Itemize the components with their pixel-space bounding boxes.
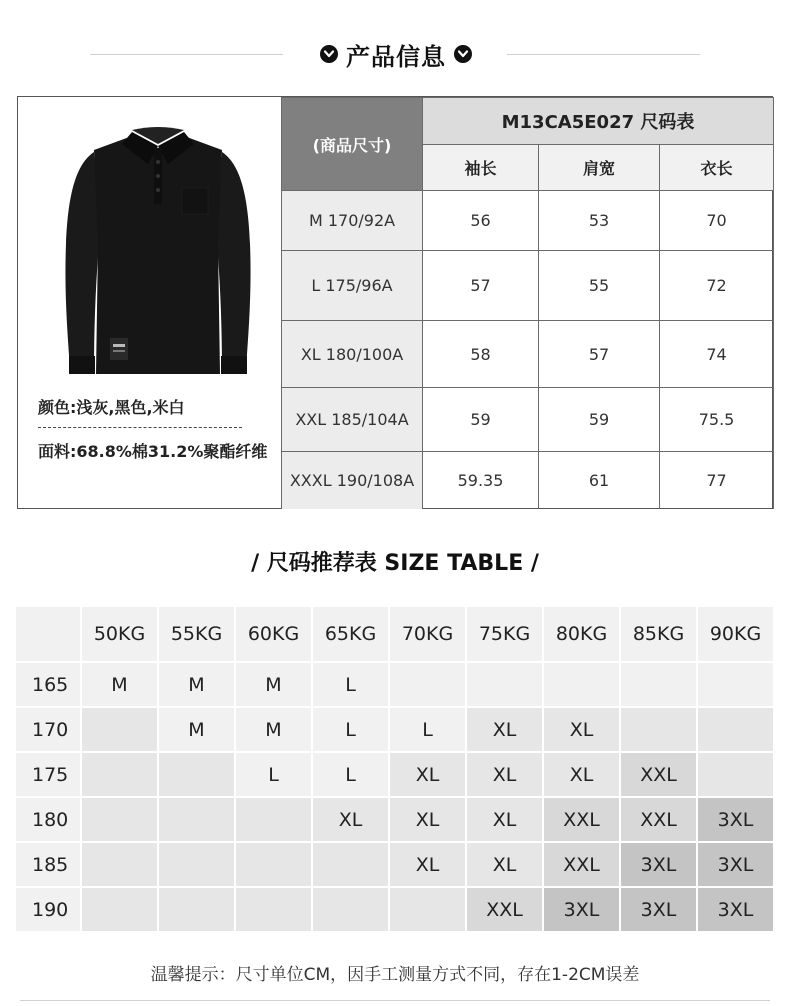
weight-column-header: 55KG: [159, 607, 236, 663]
size-recommendation-cell: [82, 798, 159, 843]
section-title-text: 产品信息: [346, 42, 446, 71]
chevron-down-circle-icon: [320, 45, 338, 63]
size-recommendation-cell: L: [313, 708, 390, 753]
size-recommendation-cell: [159, 843, 236, 888]
bottom-divider: [20, 1000, 770, 1001]
size-recommendation-cell: XXL: [621, 798, 698, 843]
size-recommendation-cell: 3XL: [621, 843, 698, 888]
weight-column-header: 70KG: [390, 607, 467, 663]
size-recommendation-cell: XL: [467, 798, 544, 843]
size-recommendation-cell: L: [390, 708, 467, 753]
weight-column-header: 50KG: [82, 607, 159, 663]
size-recommendation-cell: [698, 708, 775, 753]
size-chart-column-header: 肩宽: [539, 145, 660, 191]
size-recommendation-cell: XXL: [467, 888, 544, 933]
size-recommendation-cell: XL: [390, 753, 467, 798]
size-chart-row-label: XXXL 190/108A: [282, 452, 423, 509]
size-recommendation-cell: 3XL: [698, 798, 775, 843]
header-divider-right: [507, 54, 700, 55]
size-chart-cell: 59: [423, 388, 539, 452]
size-chart-cell: 55: [539, 251, 660, 321]
size-recommendation-cell: XXL: [544, 798, 621, 843]
size-recommendation-cell: M: [236, 663, 313, 708]
size-recommendation-cell: [82, 708, 159, 753]
size-recommendation-cell: M: [159, 708, 236, 753]
size-recommendation-cell: [621, 708, 698, 753]
size-chart-cell: 59.35: [423, 452, 539, 509]
section-title-product-info: [309, 36, 483, 72]
size-chart-cell: 56: [423, 191, 539, 251]
size-recommendation-cell: [82, 843, 159, 888]
size-recommendation-cell: XL: [390, 798, 467, 843]
weight-column-header: 65KG: [313, 607, 390, 663]
size-chart-corner-label: (商品尺寸): [282, 98, 423, 191]
size-recommendation-cell: [390, 663, 467, 708]
size-chart-column-header: 衣长: [660, 145, 774, 191]
size-chart-row-label: M 170/92A: [282, 191, 423, 251]
section-title-size-recommendation: / 尺码推荐表 SIZE TABLE /: [251, 551, 539, 576]
height-row-header: 185: [16, 843, 82, 888]
weight-column-header: 75KG: [467, 607, 544, 663]
size-chart-cell: 72: [660, 251, 774, 321]
size-recommendation-cell: 3XL: [698, 843, 775, 888]
grid-corner-cell: [16, 607, 82, 663]
size-chart-row-label: XL 180/100A: [282, 321, 423, 388]
height-row-header: 170: [16, 708, 82, 753]
height-row-header: 180: [16, 798, 82, 843]
size-recommendation-cell: L: [313, 753, 390, 798]
attribute-divider: [38, 427, 242, 428]
product-image-polo-shirt: [54, 124, 262, 386]
height-row-header: 175: [16, 753, 82, 798]
size-chart-cell: 70: [660, 191, 774, 251]
size-recommendation-cell: XL: [467, 708, 544, 753]
size-recommendation-cell: XL: [467, 753, 544, 798]
size-recommendation-cell: [544, 663, 621, 708]
size-recommendation-cell: 3XL: [544, 888, 621, 933]
size-chart-table: [281, 97, 774, 509]
size-recommendation-cell: [698, 753, 775, 798]
size-chart-model-title: M13CA5E027 尺码表: [423, 98, 774, 145]
size-chart-cell: 75.5: [660, 388, 774, 452]
size-chart-row: [282, 251, 774, 321]
weight-column-header: 85KG: [621, 607, 698, 663]
size-recommendation-cell: XL: [390, 843, 467, 888]
size-chart-cell: 77: [660, 452, 774, 509]
product-fabric-attribute: 面料:68.8%棉31.2%聚酯纤维: [38, 442, 268, 461]
size-recommendation-cell: [236, 843, 313, 888]
size-recommendation-cell: [82, 888, 159, 933]
size-recommendation-cell: [313, 888, 390, 933]
size-recommendation-cell: L: [236, 753, 313, 798]
size-chart-column-header: 袖长: [423, 145, 539, 191]
product-color-attribute: 颜色:浅灰,黑色,米白: [38, 398, 185, 417]
size-chart-cell: 61: [539, 452, 660, 509]
weight-column-header: 60KG: [236, 607, 313, 663]
size-recommendation-cell: [236, 798, 313, 843]
size-chart-cell: 74: [660, 321, 774, 388]
size-chart-cell: 59: [539, 388, 660, 452]
size-recommendation-cell: [313, 843, 390, 888]
size-chart-cell: 57: [423, 251, 539, 321]
size-recommendation-cell: L: [313, 663, 390, 708]
size-recommendation-cell: XL: [313, 798, 390, 843]
measurement-note: 温馨提示：尺寸单位CM，因手工测量方式不同，存在1-2CM误差: [150, 965, 640, 985]
size-recommendation-cell: [82, 753, 159, 798]
size-recommendation-grid: [16, 607, 775, 935]
size-recommendation-cell: [159, 798, 236, 843]
size-recommendation-cell: XXL: [544, 843, 621, 888]
size-recommendation-cell: XL: [544, 753, 621, 798]
size-chart-row-label: XXL 185/104A: [282, 388, 423, 452]
size-recommendation-cell: XXL: [621, 753, 698, 798]
weight-column-header: 90KG: [698, 607, 775, 663]
height-row-header: 190: [16, 888, 82, 933]
weight-column-header: 80KG: [544, 607, 621, 663]
size-recommendation-cell: [390, 888, 467, 933]
size-chart-row-label: L 175/96A: [282, 251, 423, 321]
size-recommendation-cell: XL: [544, 708, 621, 753]
size-chart-row: [282, 191, 774, 251]
size-recommendation-cell: M: [236, 708, 313, 753]
size-chart-row: [282, 452, 774, 509]
size-chart-cell: 57: [539, 321, 660, 388]
height-row-header: 165: [16, 663, 82, 708]
size-recommendation-cell: M: [82, 663, 159, 708]
size-recommendation-cell: [159, 888, 236, 933]
header-divider-left: [90, 54, 283, 55]
size-recommendation-cell: [467, 663, 544, 708]
size-chart-cell: 58: [423, 321, 539, 388]
size-chart-cell: 53: [539, 191, 660, 251]
size-chart-row: [282, 321, 774, 388]
size-recommendation-cell: M: [159, 663, 236, 708]
product-info-box: [17, 96, 773, 509]
size-recommendation-cell: 3XL: [698, 888, 775, 933]
size-recommendation-cell: [236, 888, 313, 933]
size-recommendation-cell: [698, 663, 775, 708]
size-chart-row: [282, 388, 774, 452]
size-recommendation-cell: [159, 753, 236, 798]
size-recommendation-cell: XL: [467, 843, 544, 888]
size-recommendation-cell: [621, 663, 698, 708]
chevron-down-circle-icon: [454, 45, 472, 63]
size-recommendation-cell: 3XL: [621, 888, 698, 933]
